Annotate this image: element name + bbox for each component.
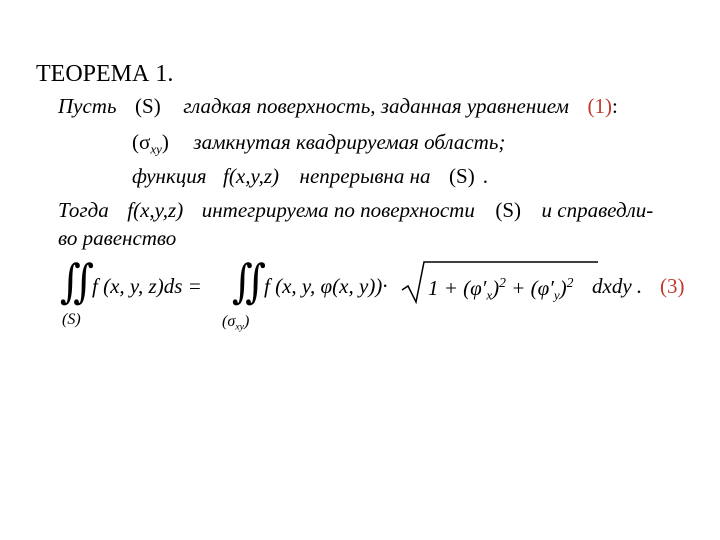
surface-S-2: (S) bbox=[449, 164, 475, 188]
line-1-text: гладкая поверхность, заданная уравнением bbox=[183, 94, 569, 118]
line-2-text: замкнутая квадрируемая область; bbox=[193, 130, 506, 154]
line-4-text: интегрируема по поверхности bbox=[201, 198, 475, 222]
surface-S: (S) bbox=[135, 94, 161, 118]
function-f: f(x,y,z) bbox=[223, 164, 280, 188]
sqrt-radicand: $1 + (\varphi'_x)^2 + (\varphi'_y)^2$ bbox=[428, 275, 574, 303]
rhs-integrand: f (x, y, φ(x, y))· bbox=[264, 274, 388, 298]
double-integral-lhs: ∬ bbox=[60, 255, 87, 309]
word-pust: Пусть bbox=[58, 94, 117, 118]
line-5: во равенство bbox=[58, 226, 177, 250]
word-funktsiya: функция bbox=[132, 164, 207, 188]
word-togda: Тогда bbox=[58, 198, 109, 222]
equation-ref-1: (1) bbox=[587, 94, 612, 118]
line-3-text: непрерывна на bbox=[299, 164, 431, 188]
line-3 bbox=[132, 166, 488, 187]
sigma-xy: $(\sigma_{xy})$ bbox=[132, 130, 169, 157]
rhs-domain: $(\sigma_{xy})$ bbox=[222, 313, 250, 333]
line-4 bbox=[58, 200, 653, 221]
line-2 bbox=[132, 132, 505, 156]
surface-S-3: (S) bbox=[495, 198, 521, 222]
theorem-title: ТЕОРЕМА 1. bbox=[36, 61, 174, 87]
lhs-domain: (S) bbox=[62, 311, 81, 328]
lhs-integrand: f (x, y, z)ds = bbox=[92, 274, 202, 298]
line-1 bbox=[58, 96, 618, 117]
function-f-2: f(x,y,z) bbox=[127, 198, 184, 222]
colon: : bbox=[611, 94, 618, 118]
double-integral-rhs: ∬ bbox=[232, 255, 259, 309]
line-4-text-2: и справедли- bbox=[541, 198, 654, 222]
equation-ref-3: (3) bbox=[660, 274, 685, 298]
period: . bbox=[482, 164, 488, 188]
dxdy: dxdy . bbox=[592, 274, 643, 298]
